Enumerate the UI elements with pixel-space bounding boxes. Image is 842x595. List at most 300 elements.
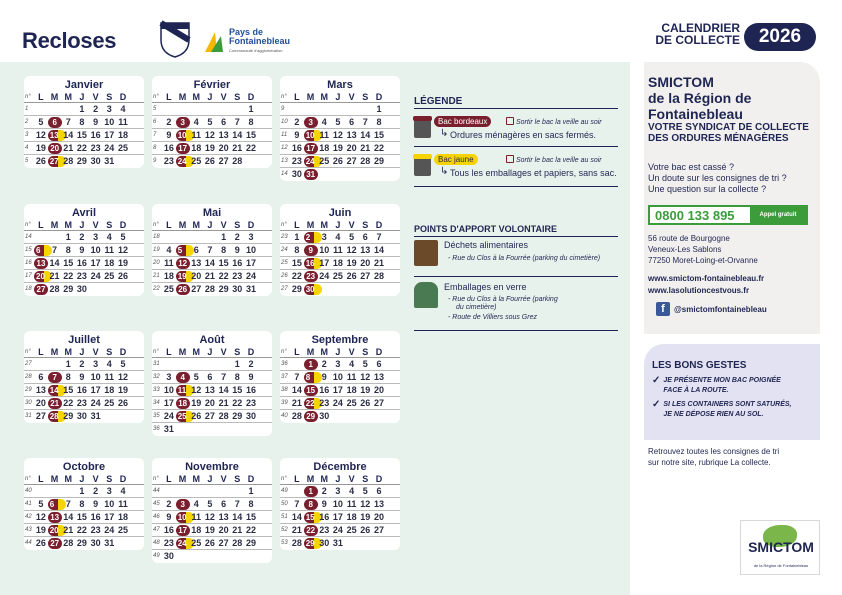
weekday-label: M — [306, 92, 315, 102]
day-cell: 6 — [38, 372, 44, 382]
week-number: 51 — [281, 514, 288, 520]
day-cell: 30 — [319, 411, 330, 421]
week-row — [280, 371, 400, 384]
week-row — [280, 397, 400, 410]
week-row — [280, 231, 400, 244]
day-cell: 7 — [376, 232, 382, 242]
day-cell: 14 — [291, 512, 302, 522]
week-number: 46 — [153, 514, 160, 520]
calendar-heading — [644, 22, 740, 46]
day-cell: 15 — [373, 130, 384, 140]
day-cell: 15 — [76, 130, 87, 140]
day-cell: 1 — [376, 104, 382, 114]
week-row — [280, 257, 400, 270]
day-cell: 26 — [35, 538, 46, 548]
day-cell: 12 — [117, 372, 128, 382]
week-number: 21 — [153, 273, 160, 279]
week-row — [24, 155, 144, 168]
week-number: 39 — [281, 400, 288, 406]
weekday-label: S — [106, 474, 113, 484]
day-cell: 3 — [166, 372, 172, 382]
weekday-label: J — [335, 347, 341, 357]
day-cell: 27 — [360, 271, 371, 281]
collect-bordeaux-jaune: 10 — [304, 130, 322, 141]
day-cell: 11 — [164, 258, 174, 268]
day-cell: 8 — [65, 372, 71, 382]
legend-bordeaux-tag: Bac bordeaux — [434, 116, 491, 127]
month-9 — [24, 458, 144, 550]
week-row — [152, 283, 272, 296]
day-cell: 7 — [294, 372, 300, 382]
day-cell: 17 — [90, 258, 101, 268]
day-cell: 28 — [360, 156, 371, 166]
weekday-label: M — [320, 92, 328, 102]
weekday-label: L — [294, 220, 300, 230]
day-cell — [317, 168, 331, 181]
week-number: 49 — [281, 488, 288, 494]
day-cell: 26 — [117, 271, 128, 281]
day-cell: 1 — [65, 359, 71, 369]
day-cell: 24 — [319, 271, 330, 281]
day-cell: 22 — [232, 398, 243, 408]
day-cell: 26 — [35, 156, 46, 166]
weekday-label: S — [106, 220, 113, 230]
weekday-label: S — [362, 474, 369, 484]
collect-bordeaux-jaune: 16 — [304, 258, 322, 269]
day-cell — [48, 103, 62, 115]
legend-bordeaux — [414, 114, 624, 154]
day-cell: 15 — [245, 512, 256, 522]
day-cell: 14 — [218, 385, 229, 395]
day-cell: 18 — [191, 525, 202, 535]
weekday-label: V — [220, 92, 227, 102]
day-cell: 30 — [163, 551, 174, 561]
day-cell: 25 — [346, 525, 357, 535]
weekday-label: n° — [25, 476, 31, 482]
weekday-label: M — [50, 92, 59, 102]
day-cell: 23 — [319, 398, 330, 408]
day-cell: 30 — [76, 284, 87, 294]
day-cell: 22 — [63, 398, 74, 408]
pav-glass-name: Emballages en verre — [444, 282, 527, 292]
collect-bordeaux: 13 — [34, 258, 48, 269]
day-cell — [304, 116, 318, 128]
day-cell — [304, 168, 318, 181]
pav-glass-sub-1: - Rue du Clos à la Fourrée (parking — [448, 296, 558, 303]
day-cell: 21 — [291, 525, 302, 535]
week-row — [24, 270, 144, 283]
day-cell: 18 — [346, 385, 357, 395]
legend-divider — [414, 108, 618, 109]
week-number: 13 — [281, 158, 288, 164]
day-cell — [48, 231, 62, 243]
day-cell: 10 — [245, 245, 256, 255]
day-cell: 9 — [93, 117, 99, 127]
day-cell: 2 — [166, 117, 172, 127]
day-cell: 6 — [376, 486, 382, 496]
smictom-logo — [740, 520, 820, 575]
day-cell — [358, 283, 372, 296]
geste-2-line1: SI LES CONTAINERS SONT SATURÉS, — [663, 401, 792, 408]
week-number: 31 — [153, 361, 160, 367]
geste-2 — [652, 400, 791, 420]
week-row — [24, 103, 144, 116]
day-cell: 6 — [362, 232, 368, 242]
day-cell: 28 — [218, 411, 229, 421]
week-row — [152, 103, 272, 116]
day-cell: 16 — [76, 385, 87, 395]
day-cell: 8 — [376, 117, 382, 127]
month-10 — [152, 458, 272, 563]
day-cell — [372, 410, 386, 423]
day-cell: 5 — [207, 117, 213, 127]
month-0 — [24, 76, 144, 168]
day-cell — [34, 270, 48, 282]
day-cell: 22 — [291, 271, 302, 281]
pav-food-name: Déchets alimentaires — [444, 240, 529, 250]
day-cell: 18 — [332, 258, 343, 268]
weekday-label: M — [192, 92, 200, 102]
weekday-label: M — [320, 474, 328, 484]
day-cell — [48, 498, 62, 510]
collect-bordeaux: 1 — [304, 486, 318, 497]
collect-bordeaux-jaune: 5 — [176, 245, 194, 256]
collect-bordeaux-jaune: 6 — [34, 245, 52, 256]
day-cell — [189, 103, 203, 115]
week-number: 33 — [153, 387, 160, 393]
day-cell — [176, 384, 190, 396]
day-cell: 3 — [93, 359, 99, 369]
day-cell: 24 — [90, 271, 101, 281]
day-cell: 30 — [319, 538, 330, 548]
day-cell: 5 — [120, 359, 126, 369]
weekday-label: J — [335, 92, 341, 102]
weekday-label: n° — [25, 222, 31, 228]
weekday-label: D — [119, 474, 127, 484]
weekday-label: M — [320, 347, 328, 357]
day-cell: 1 — [294, 232, 300, 242]
day-cell — [176, 142, 190, 154]
day-cell: 23 — [76, 271, 87, 281]
day-cell: 26 — [204, 156, 215, 166]
weekday-header — [24, 92, 144, 103]
week-row — [280, 244, 400, 257]
day-cell: 25 — [104, 398, 115, 408]
day-cell — [290, 358, 304, 370]
week-number: 41 — [25, 501, 32, 507]
week-row — [152, 550, 272, 563]
day-cell: 18 — [117, 130, 128, 140]
day-cell: 28 — [204, 284, 215, 294]
week-number: 43 — [25, 527, 32, 533]
week-row — [24, 116, 144, 129]
collect-bordeaux-jaune: 25 — [176, 411, 194, 422]
week-row — [152, 423, 272, 436]
week-row — [280, 283, 400, 296]
week-number: 34 — [153, 400, 160, 406]
day-cell: 21 — [232, 525, 243, 535]
collect-bordeaux: 8 — [304, 499, 318, 510]
day-cell — [48, 116, 62, 128]
day-cell: 28 — [63, 538, 74, 548]
week-number: 42 — [25, 514, 32, 520]
day-cell: 7 — [65, 499, 71, 509]
day-cell — [34, 283, 48, 296]
week-row — [152, 142, 272, 155]
day-cell — [345, 283, 359, 296]
day-cell: 8 — [234, 372, 240, 382]
day-cell — [162, 103, 176, 115]
weekday-label: D — [247, 474, 255, 484]
day-cell: 31 — [90, 411, 101, 421]
day-cell — [244, 155, 258, 168]
day-cell: 16 — [245, 385, 256, 395]
collect-bordeaux: 12 — [176, 258, 190, 269]
day-cell: 7 — [294, 499, 300, 509]
weekday-label: n° — [153, 476, 159, 482]
week-number: 6 — [153, 119, 157, 125]
day-cell — [304, 103, 318, 115]
day-cell: 13 — [35, 385, 46, 395]
day-cell: 14 — [232, 512, 243, 522]
day-cell: 29 — [291, 284, 302, 294]
week-row — [152, 511, 272, 524]
collect-bordeaux: 3 — [176, 117, 190, 128]
day-cell — [116, 410, 130, 423]
day-cell — [48, 537, 62, 550]
day-cell: 6 — [221, 117, 227, 127]
week-number: 48 — [153, 540, 160, 546]
day-cell: 22 — [218, 271, 229, 281]
weekday-header — [24, 474, 144, 485]
food-waste-container-icon — [414, 240, 438, 266]
day-cell — [290, 103, 304, 115]
weekday-label: V — [348, 220, 355, 230]
collect-bordeaux: 31 — [304, 169, 318, 180]
day-cell: 2 — [166, 499, 172, 509]
month-title: Mars — [327, 79, 353, 91]
day-cell: 27 — [373, 525, 384, 535]
week-number: 32 — [153, 374, 160, 380]
day-cell: 7 — [65, 117, 71, 127]
phone-number[interactable] — [648, 205, 808, 225]
day-cell — [217, 358, 231, 370]
week-row — [152, 358, 272, 371]
day-cell — [162, 358, 176, 370]
retrouvez-line2: sur notre site, rubrique La collecte. — [648, 458, 771, 467]
week-row — [152, 371, 272, 384]
day-cell: 17 — [90, 385, 101, 395]
weekday-label: n° — [153, 349, 159, 355]
week-number: 16 — [25, 260, 32, 266]
day-cell — [176, 231, 190, 243]
day-cell: 8 — [294, 245, 300, 255]
day-cell — [345, 103, 359, 115]
day-cell: 20 — [218, 143, 229, 153]
day-cell: 7 — [221, 372, 227, 382]
day-cell: 15 — [63, 258, 74, 268]
day-cell — [230, 103, 244, 115]
day-cell: 30 — [90, 538, 101, 548]
day-cell — [203, 103, 217, 115]
calendar-icon — [506, 155, 514, 163]
day-cell: 17 — [332, 385, 343, 395]
week-row — [24, 142, 144, 155]
weekday-label: V — [92, 220, 99, 230]
day-cell: 20 — [204, 398, 215, 408]
day-cell: 6 — [193, 245, 199, 255]
weekday-label: M — [178, 92, 187, 102]
legend-title: LÉGENDE — [414, 96, 463, 107]
smictom-logo-word: SMICTOM — [748, 539, 814, 555]
weekday-label: L — [38, 92, 44, 102]
day-cell — [304, 397, 318, 409]
day-cell — [345, 168, 359, 181]
syndicat-subtitle — [648, 122, 809, 144]
day-cell: 15 — [245, 130, 256, 140]
month-title: Janvier — [64, 79, 104, 91]
day-cell — [230, 423, 244, 436]
legend-jaune-desc: Tous les emballages et papiers, sans sac. — [450, 168, 617, 178]
week-row — [24, 524, 144, 537]
week-number: 37 — [281, 374, 288, 380]
week-row — [24, 257, 144, 270]
day-cell: 21 — [291, 398, 302, 408]
day-cell — [48, 142, 62, 154]
day-cell — [89, 283, 103, 296]
day-cell — [176, 257, 190, 269]
day-cell — [48, 511, 62, 523]
week-row — [152, 129, 272, 142]
day-cell: 23 — [232, 271, 243, 281]
day-cell: 16 — [291, 143, 302, 153]
weekday-label: D — [119, 347, 127, 357]
weekday-label: D — [375, 474, 383, 484]
day-cell — [372, 283, 386, 296]
weekday-label: D — [375, 220, 383, 230]
day-cell: 24 — [245, 271, 256, 281]
weekday-label: n° — [281, 349, 287, 355]
weekday-header — [280, 474, 400, 485]
day-cell: 9 — [321, 499, 327, 509]
day-cell: 1 — [79, 486, 85, 496]
day-cell: 7 — [207, 245, 213, 255]
weekday-label: D — [375, 92, 383, 102]
day-cell: 7 — [234, 499, 240, 509]
day-cell: 17 — [332, 512, 343, 522]
day-cell — [304, 283, 318, 296]
day-cell: 10 — [332, 372, 343, 382]
day-cell — [61, 103, 75, 115]
day-cell: 28 — [49, 284, 60, 294]
week-row — [280, 168, 400, 181]
week-row — [280, 155, 400, 168]
day-cell: 8 — [79, 499, 85, 509]
day-cell — [304, 142, 318, 154]
day-cell: 21 — [63, 525, 74, 535]
day-cell: 13 — [346, 130, 357, 140]
retrouvez-line1: Retrouvez toutes les consignes de tri — [648, 447, 780, 456]
day-cell — [217, 485, 231, 497]
day-cell: 24 — [104, 143, 115, 153]
collect-bordeaux: 7 — [48, 372, 62, 383]
weekday-label: L — [166, 474, 172, 484]
day-cell: 25 — [163, 284, 174, 294]
month-title: Septembre — [311, 334, 369, 346]
weekday-label: D — [247, 92, 255, 102]
day-cell: 11 — [191, 130, 201, 140]
weekday-label: M — [306, 220, 315, 230]
smictom-heading — [648, 74, 751, 122]
week-row — [152, 485, 272, 498]
day-cell: 20 — [373, 385, 384, 395]
day-cell: 25 — [332, 271, 343, 281]
collect-bordeaux-jaune: 14 — [48, 385, 66, 396]
day-cell — [304, 257, 318, 269]
address-line3: 77250 Moret-Loing-et-Orvanne — [648, 256, 758, 265]
week-row — [280, 511, 400, 524]
day-cell — [162, 231, 176, 243]
weekday-label: n° — [281, 94, 287, 100]
week-number: 36 — [281, 361, 288, 367]
day-cell — [217, 103, 231, 115]
website-link-1[interactable]: www.smictom-fontainebleau.fr — [648, 274, 765, 283]
day-cell — [176, 103, 190, 115]
day-cell: 31 — [163, 424, 174, 434]
facebook-link[interactable] — [656, 302, 767, 316]
day-cell: 8 — [248, 499, 254, 509]
day-cell — [189, 550, 203, 563]
week-row — [280, 358, 400, 371]
collect-bordeaux: 9 — [304, 245, 318, 256]
day-cell — [203, 485, 217, 497]
weekday-label: M — [50, 474, 59, 484]
day-cell: 11 — [346, 499, 357, 509]
day-cell: 18 — [104, 385, 115, 395]
day-cell — [203, 358, 217, 370]
questions — [648, 162, 787, 195]
day-cell — [290, 485, 304, 497]
week-number: 22 — [153, 286, 160, 292]
smictom-logo-sub: de la Région de Fontainebleau — [753, 563, 809, 568]
day-cell: 5 — [193, 372, 199, 382]
week-number: 12 — [281, 145, 288, 151]
day-cell — [48, 371, 62, 383]
facebook-handle: @smictomfontainebleau — [674, 304, 767, 314]
day-cell: 20 — [218, 525, 229, 535]
week-row — [280, 524, 400, 537]
weekday-label: J — [207, 474, 213, 484]
day-cell: 11 — [319, 130, 329, 140]
week-number: 44 — [153, 488, 160, 494]
day-cell: 10 — [163, 385, 174, 395]
collect-bordeaux-jaune: 8 — [304, 372, 322, 383]
day-cell: 12 — [360, 372, 371, 382]
day-cell — [48, 485, 62, 497]
day-cell — [304, 155, 318, 167]
weekday-label: L — [166, 220, 172, 230]
pdf-brand-line1: Pays de — [229, 27, 264, 37]
day-cell — [34, 485, 48, 497]
day-cell — [162, 485, 176, 497]
website-link-2[interactable]: www.lasolutioncestvous.fr — [648, 286, 750, 295]
week-number: 23 — [281, 234, 288, 240]
week-number: 49 — [153, 553, 160, 559]
month-11 — [280, 458, 400, 550]
day-cell — [102, 410, 116, 423]
day-cell — [176, 423, 190, 436]
day-cell — [331, 168, 345, 181]
